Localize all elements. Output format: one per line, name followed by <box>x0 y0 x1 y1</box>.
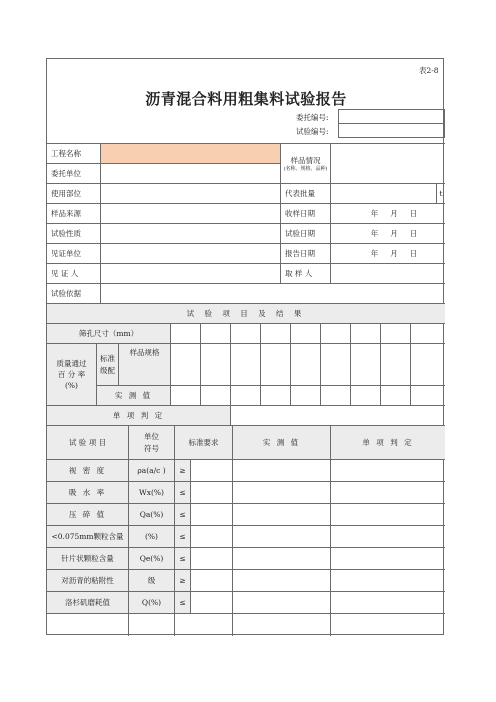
item-operator: ≤ <box>175 592 191 614</box>
item-name: 视 密 度 <box>47 460 129 482</box>
col-std-requirement: 标准要求 <box>175 426 233 460</box>
item-measured-field[interactable] <box>233 504 331 526</box>
label-report-date: 报告日期 <box>281 244 331 264</box>
label-test-basis: 试验依据 <box>47 284 101 304</box>
grading-cell[interactable] <box>171 344 201 386</box>
label-client: 委托单位 <box>47 164 101 184</box>
measured-cell[interactable] <box>261 386 291 406</box>
label-witness-unit: 见证单位 <box>47 244 101 264</box>
grading-cell[interactable] <box>321 344 351 386</box>
client-field[interactable] <box>101 164 281 184</box>
measured-cell[interactable] <box>351 386 381 406</box>
item-unit: Q(%) <box>129 592 175 614</box>
sieve-cell[interactable] <box>411 324 445 344</box>
sieve-cell[interactable] <box>201 324 231 344</box>
label-sample-source: 样品来源 <box>47 204 101 224</box>
item-std-field[interactable] <box>191 570 233 592</box>
grading-cell[interactable] <box>201 344 231 386</box>
item-judgement-field[interactable] <box>331 570 445 592</box>
item-measured-field[interactable] <box>233 526 331 548</box>
item-name: 吸 水 率 <box>47 482 129 504</box>
item-operator: ≤ <box>175 504 191 526</box>
item-unit: (%) <box>129 526 175 548</box>
item-judgement-field[interactable] <box>331 504 445 526</box>
test-no-label: 试验编号: <box>296 127 329 136</box>
measured-cell[interactable] <box>201 386 231 406</box>
item-std-field[interactable] <box>191 526 233 548</box>
item-unit: ρa(a/c ) <box>129 460 175 482</box>
grading-cell[interactable] <box>291 344 321 386</box>
std-grading-label: 标准 级配 <box>97 344 119 386</box>
witness-field[interactable] <box>101 264 281 284</box>
batch-field[interactable] <box>331 184 437 204</box>
label-project-name: 工程名称 <box>47 144 101 164</box>
test-basis-field[interactable] <box>101 284 445 304</box>
commission-no-field[interactable] <box>338 109 445 124</box>
sample-status-label-cell <box>281 144 331 184</box>
grading-cell[interactable] <box>411 344 445 386</box>
measured-cell[interactable] <box>291 386 321 406</box>
label-receive-date: 收样日期 <box>281 204 331 224</box>
item-std-field[interactable] <box>191 548 233 570</box>
sieve-cell[interactable] <box>321 324 351 344</box>
item-judgement-field[interactable] <box>331 592 445 614</box>
item-unit: Qe(%) <box>129 548 175 570</box>
sample-status-note: (名称、规格、品种) <box>283 165 328 172</box>
single-judgement-field[interactable] <box>231 406 445 426</box>
form-code: 表2-8 <box>419 66 439 75</box>
item-std-field[interactable] <box>191 504 233 526</box>
measured-label: 实 测 值 <box>97 386 171 406</box>
commission-no-label: 委托编号: <box>296 113 329 122</box>
item-name: 对沥青的粘附性 <box>47 570 129 592</box>
item-operator: ≤ <box>175 526 191 548</box>
sieve-cell[interactable] <box>171 324 201 344</box>
passing-percent-label: 质量通过 百 分 率 (%) <box>47 344 97 406</box>
usage-part-field[interactable] <box>101 184 281 204</box>
sieve-cell[interactable] <box>231 324 261 344</box>
report-sheet <box>46 58 444 635</box>
blank-cell[interactable] <box>47 614 129 636</box>
label-test-date: 试验日期 <box>281 224 331 244</box>
item-unit: 级 <box>129 570 175 592</box>
sample-status-label: 样品情况 <box>290 155 321 165</box>
receive-date-field[interactable]: 年 月 日 <box>331 204 445 224</box>
item-unit: Wx(%) <box>129 482 175 504</box>
single-judgement-label: 单 项 判 定 <box>47 406 231 426</box>
section-header: 试 验 项 目 及 结 果 <box>47 304 445 324</box>
measured-cell[interactable] <box>231 386 261 406</box>
test-no-field[interactable] <box>338 123 445 138</box>
sampler-field[interactable] <box>331 264 445 284</box>
item-name: <0.075mm颗粒含量 <box>47 526 129 548</box>
grading-cell[interactable] <box>351 344 381 386</box>
item-name: 洛杉矶磨耗值 <box>47 592 129 614</box>
item-name: 针片状颗粒含量 <box>47 548 129 570</box>
grading-cell[interactable] <box>381 344 411 386</box>
sample-status-field[interactable] <box>331 144 445 184</box>
sieve-cell[interactable] <box>381 324 411 344</box>
col-unit-symbol: 单位 符号 <box>129 426 175 460</box>
item-std-field[interactable] <box>191 460 233 482</box>
col-judgement: 单 项 判 定 <box>331 426 445 460</box>
sample-source-field[interactable] <box>101 204 281 224</box>
item-name: 压 碎 值 <box>47 504 129 526</box>
item-std-field[interactable] <box>191 482 233 504</box>
grading-cell[interactable] <box>261 344 291 386</box>
blank-cell[interactable] <box>331 614 445 636</box>
label-sampler: 取 样 人 <box>281 264 331 284</box>
item-operator: ≤ <box>175 548 191 570</box>
sieve-size-label: 筛孔尺寸（mm） <box>47 324 171 344</box>
sieve-cell[interactable] <box>261 324 291 344</box>
measured-cell[interactable] <box>171 386 201 406</box>
item-measured-field[interactable] <box>233 592 331 614</box>
item-judgement-field[interactable] <box>331 482 445 504</box>
blank-cell[interactable] <box>129 614 175 636</box>
sieve-cell[interactable] <box>351 324 381 344</box>
report-date-field[interactable]: 年 月 日 <box>331 244 445 264</box>
label-test-nature: 试验性质 <box>47 224 101 244</box>
test-nature-field[interactable] <box>101 224 281 244</box>
grading-cell[interactable] <box>231 344 261 386</box>
page-title: 沥青混合料用粗集料试验报告 <box>145 90 347 108</box>
item-unit: Qa(%) <box>129 504 175 526</box>
witness-unit-field[interactable] <box>101 244 281 264</box>
label-witness: 见 证 人 <box>47 264 101 284</box>
sieve-cell[interactable] <box>291 324 321 344</box>
label-batch: 代表批量 <box>281 184 331 204</box>
sample-spec-label: 样品规格 <box>119 344 171 360</box>
measured-cell[interactable] <box>321 386 351 406</box>
item-measured-field[interactable] <box>233 570 331 592</box>
item-judgement-field[interactable] <box>331 526 445 548</box>
unit-t: t <box>437 184 445 204</box>
sample-spec-value[interactable] <box>119 360 171 386</box>
item-measured-field[interactable] <box>233 460 331 482</box>
item-measured-field[interactable] <box>233 482 331 504</box>
main-table <box>47 143 445 637</box>
measured-cell[interactable] <box>381 386 411 406</box>
blank-cell[interactable] <box>175 614 233 636</box>
item-operator: ≥ <box>175 460 191 482</box>
item-std-field[interactable] <box>191 592 233 614</box>
item-judgement-field[interactable] <box>331 460 445 482</box>
item-judgement-field[interactable] <box>331 548 445 570</box>
label-usage-part: 使用部位 <box>47 184 101 204</box>
item-operator: ≥ <box>175 570 191 592</box>
blank-cell[interactable] <box>233 614 331 636</box>
col-measured: 实 测 值 <box>233 426 331 460</box>
measured-cell[interactable] <box>411 386 445 406</box>
project-name-field[interactable] <box>101 144 281 164</box>
item-operator: ≤ <box>175 482 191 504</box>
item-measured-field[interactable] <box>233 548 331 570</box>
test-date-field[interactable]: 年 月 日 <box>331 224 445 244</box>
col-test-item: 试 验 项 目 <box>47 426 129 460</box>
